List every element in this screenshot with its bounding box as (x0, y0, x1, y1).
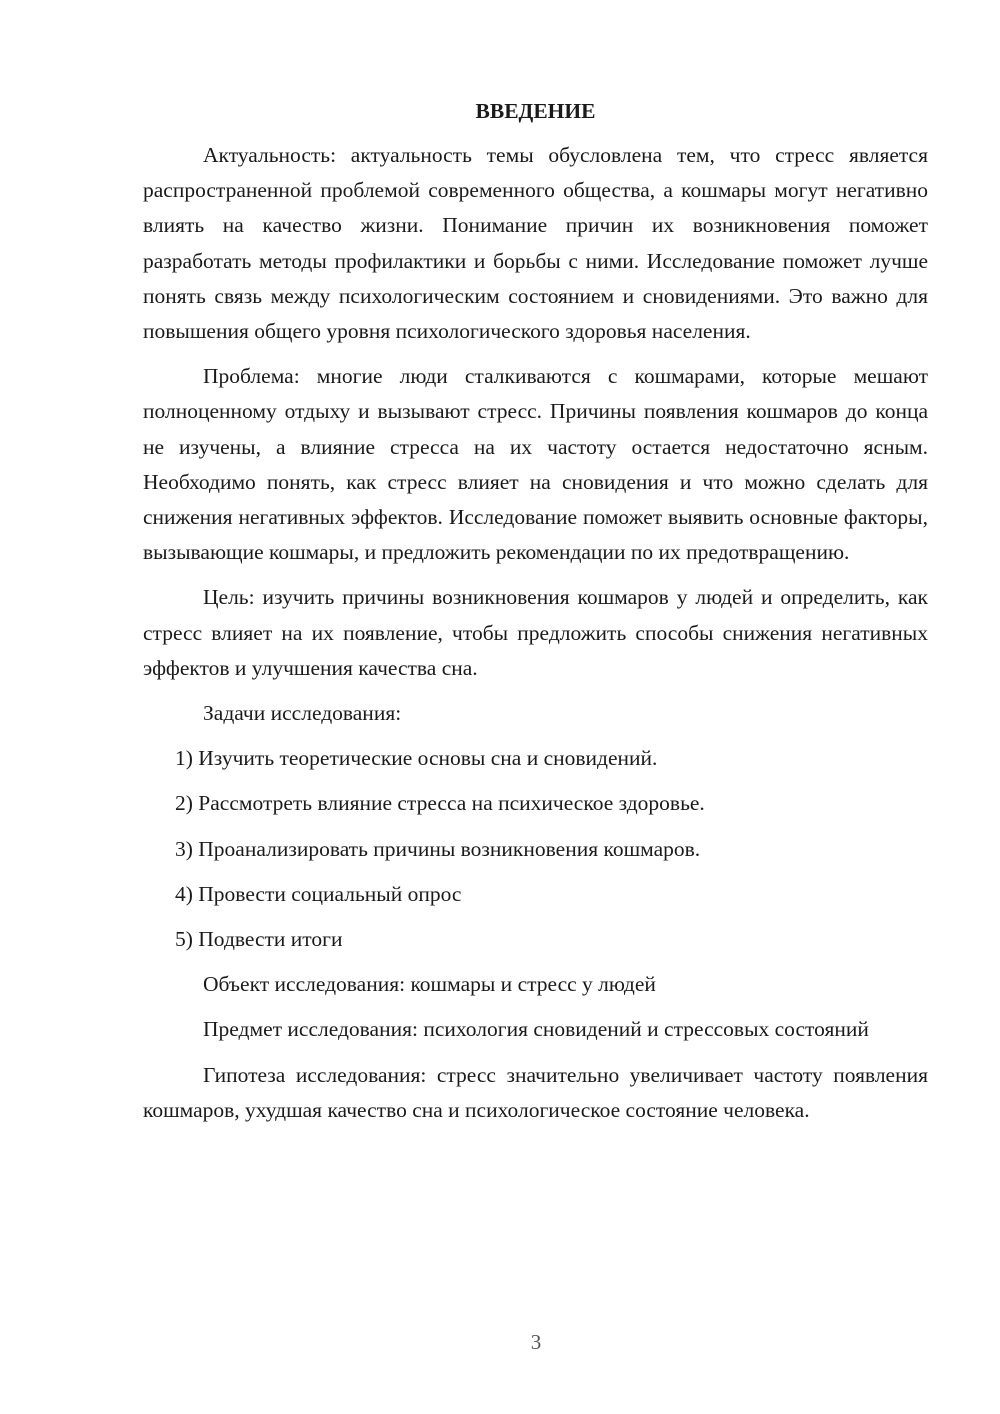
task-item: 4) Провести социальный опрос (175, 881, 462, 906)
document-page (143, 96, 928, 1138)
object-paragraph: Объект исследования: кошмары и стресс у людей (203, 972, 656, 997)
goal-paragraph: Цель: изучить причины возникновения кошмаров у людей и определить, как стресс влияет на их появление, чтобы предложить способы снижения негативных эффектов и улучшения качества сна. (143, 585, 928, 680)
task-item: 2) Рассмотреть влияние стресса на психическое здоровье. (175, 791, 705, 816)
relevance-paragraph: Актуальность: актуальность темы обусловлена тем, что стресс является распространенной проблемой современного общества, а кошмары могут негативно влиять на качество жизни. Понимание причин их возникновения поможет разработать методы профилактики и борьбы с ними. Исследование поможет лучше понять связь между психологическим состоянием и сновидениями. Это важно для повышения общего уровня психологического здоровья населения. (143, 143, 928, 344)
task-item: 5) Подвести итоги (175, 927, 343, 952)
task-item: 1) Изучить теоретические основы сна и сновидений. (175, 746, 658, 771)
page-number: 3 (530, 1330, 542, 1354)
hypothesis-paragraph: Гипотеза исследования: стресс значительно увеличивает частоту появления кошмаров, ухудшая качество сна и психологическое состояние человека. (143, 1062, 928, 1122)
subject-paragraph: Предмет исследования: психология сновидений и стрессовых состояний (203, 1017, 869, 1042)
tasks-list (143, 741, 928, 957)
task-item: 3) Проанализировать причины возникновения кошмаров. (175, 836, 701, 861)
page-title: ВВЕДЕНИЕ (475, 99, 596, 123)
tasks-title: Задачи исследования: (203, 701, 402, 726)
problem-paragraph: Проблема: многие люди сталкиваются с кошмарами, которые мешают полноценному отдыху и вызывают стресс. Причины появления кошмаров до конца не изучены, а влияние стресса на их частоту остается недостаточно ясным. Необходимо понять, как стресс влияет на сновидения и что можно сделать для снижения негативных эффектов. Исследование поможет выявить основные факторы, вызывающие кошмары, и предложить рекомендации по их предотвращению. (143, 364, 928, 565)
